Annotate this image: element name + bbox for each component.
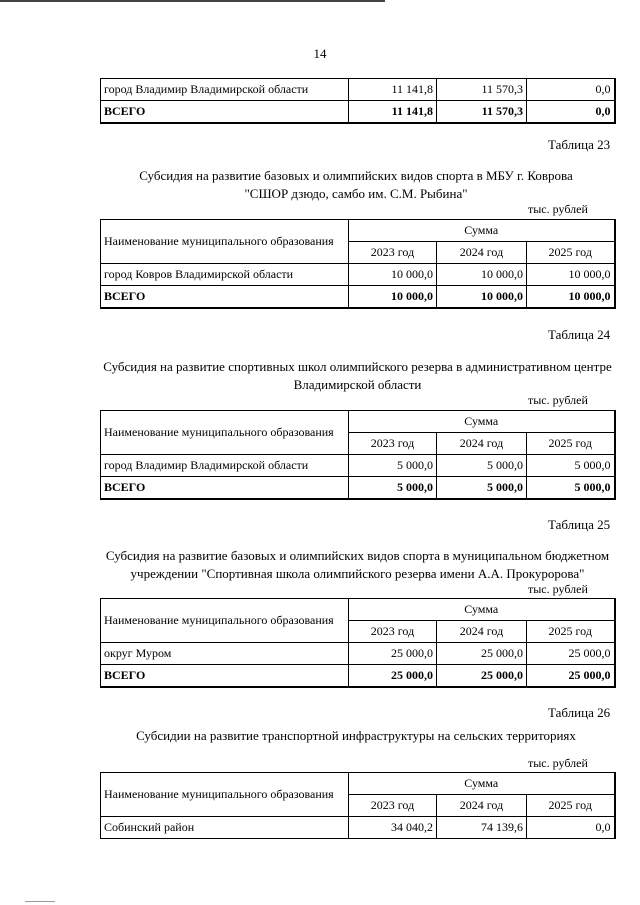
year-2025: 2025 год xyxy=(527,621,615,643)
table-row xyxy=(101,817,615,839)
total-2025: 0,0 xyxy=(527,101,615,124)
total-2023: 5 000,0 xyxy=(349,477,437,500)
total-2024: 11 570,3 xyxy=(437,101,527,124)
value-2025: 5 000,0 xyxy=(527,455,615,477)
table-23 xyxy=(100,219,616,309)
value-2023: 10 000,0 xyxy=(349,264,437,286)
value-2024: 25 000,0 xyxy=(437,643,527,665)
table-26 xyxy=(100,772,616,839)
table-26-label: Таблица 26 xyxy=(548,705,611,720)
value-2024: 74 139,6 xyxy=(437,817,527,839)
column-header-sum: Сумма xyxy=(349,599,615,621)
year-2024: 2024 год xyxy=(437,621,527,643)
unit-label: тыс. рублей xyxy=(528,202,588,216)
header-row xyxy=(101,773,615,795)
table-row xyxy=(101,79,615,101)
value-2024: 10 000,0 xyxy=(437,264,527,286)
header-row xyxy=(101,599,615,621)
year-2025: 2025 год xyxy=(527,433,615,455)
total-2025: 10 000,0 xyxy=(527,286,615,309)
table-24-title xyxy=(80,358,635,394)
value-2025: 0,0 xyxy=(527,79,615,101)
total-2023: 25 000,0 xyxy=(349,665,437,688)
total-2024: 10 000,0 xyxy=(437,286,527,309)
table-23-label: Таблица 23 xyxy=(548,137,611,152)
row-name: Собинский район xyxy=(101,817,349,839)
total-2023: 11 141,8 xyxy=(349,101,437,124)
value-2025: 10 000,0 xyxy=(527,264,615,286)
row-name: город Владимир Владимирской области xyxy=(101,455,349,477)
bottom-edge-mark xyxy=(25,901,55,902)
total-2025: 25 000,0 xyxy=(527,665,615,688)
year-2024: 2024 год xyxy=(437,433,527,455)
year-2025: 2025 год xyxy=(527,242,615,264)
column-header-name: Наименование муниципального образования xyxy=(101,599,349,643)
total-row xyxy=(101,665,615,688)
table-25 xyxy=(100,598,616,688)
year-2024: 2024 год xyxy=(437,795,527,817)
table-25-title xyxy=(80,547,635,583)
row-name: город Ковров Владимирской области xyxy=(101,264,349,286)
top-border-line xyxy=(0,0,385,2)
title-line-1: Субсидии на развитие транспортной инфраструктуры на сельских территориях xyxy=(136,728,576,743)
title-line-1: Субсидия на развитие спортивных школ олимпийского резерва в административном центре xyxy=(103,359,612,374)
year-2023: 2023 год xyxy=(349,795,437,817)
total-label: ВСЕГО xyxy=(101,286,349,309)
total-2024: 5 000,0 xyxy=(437,477,527,500)
table-24 xyxy=(100,410,616,500)
value-2023: 34 040,2 xyxy=(349,817,437,839)
column-header-sum: Сумма xyxy=(349,220,615,242)
value-2025: 0,0 xyxy=(527,817,615,839)
title-line-1: Субсидия на развитие базовых и олимпийских видов спорта в муниципальном бюджетном xyxy=(105,548,610,563)
column-header-name: Наименование муниципального образования xyxy=(101,411,349,455)
value-2024: 5 000,0 xyxy=(437,455,527,477)
row-name: город Владимир Владимирской области xyxy=(101,79,349,101)
total-label: ВСЕГО xyxy=(101,477,349,500)
table-row xyxy=(101,455,615,477)
total-label: ВСЕГО xyxy=(101,665,349,688)
title-line-2: учреждении "Спортивная школа олимпийского резерва имени А.А. Прокуророва" xyxy=(130,566,585,581)
table-22-continuation xyxy=(100,78,616,124)
value-2025: 25 000,0 xyxy=(527,643,615,665)
title-line-1: Субсидия на развитие базовых и олимпийских видов спорта в МБУ г. Коврова xyxy=(139,168,573,183)
year-2023: 2023 год xyxy=(349,433,437,455)
year-2025: 2025 год xyxy=(527,795,615,817)
title-line-2: "СШОР дзюдо, самбо им. С.М. Рыбина" xyxy=(244,186,468,201)
value-2023: 11 141,8 xyxy=(349,79,437,101)
total-label: ВСЕГО xyxy=(101,101,349,124)
row-name: округ Муром xyxy=(101,643,349,665)
year-2024: 2024 год xyxy=(437,242,527,264)
table-23-title xyxy=(86,167,626,203)
header-row xyxy=(101,411,615,433)
table-25-label: Таблица 25 xyxy=(548,517,611,532)
total-row xyxy=(101,286,615,309)
total-row xyxy=(101,477,615,500)
column-header-name: Наименование муниципального образования xyxy=(101,773,349,817)
unit-label: тыс. рублей xyxy=(528,393,588,407)
table-26-title xyxy=(86,727,626,745)
unit-label: тыс. рублей xyxy=(528,582,588,596)
table-row xyxy=(101,264,615,286)
value-2023: 5 000,0 xyxy=(349,455,437,477)
total-2025: 5 000,0 xyxy=(527,477,615,500)
value-2024: 11 570,3 xyxy=(437,79,527,101)
table-24-label: Таблица 24 xyxy=(548,327,611,342)
column-header-name: Наименование муниципального образования xyxy=(101,220,349,264)
unit-label: тыс. рублей xyxy=(528,756,588,770)
title-line-2: Владимирской области xyxy=(293,377,422,392)
table-row xyxy=(101,643,615,665)
header-row xyxy=(101,220,615,242)
page-number: 14 xyxy=(313,46,327,61)
total-2023: 10 000,0 xyxy=(349,286,437,309)
year-2023: 2023 год xyxy=(349,242,437,264)
value-2023: 25 000,0 xyxy=(349,643,437,665)
total-row xyxy=(101,101,615,124)
column-header-sum: Сумма xyxy=(349,773,615,795)
year-2023: 2023 год xyxy=(349,621,437,643)
total-2024: 25 000,0 xyxy=(437,665,527,688)
column-header-sum: Сумма xyxy=(349,411,615,433)
